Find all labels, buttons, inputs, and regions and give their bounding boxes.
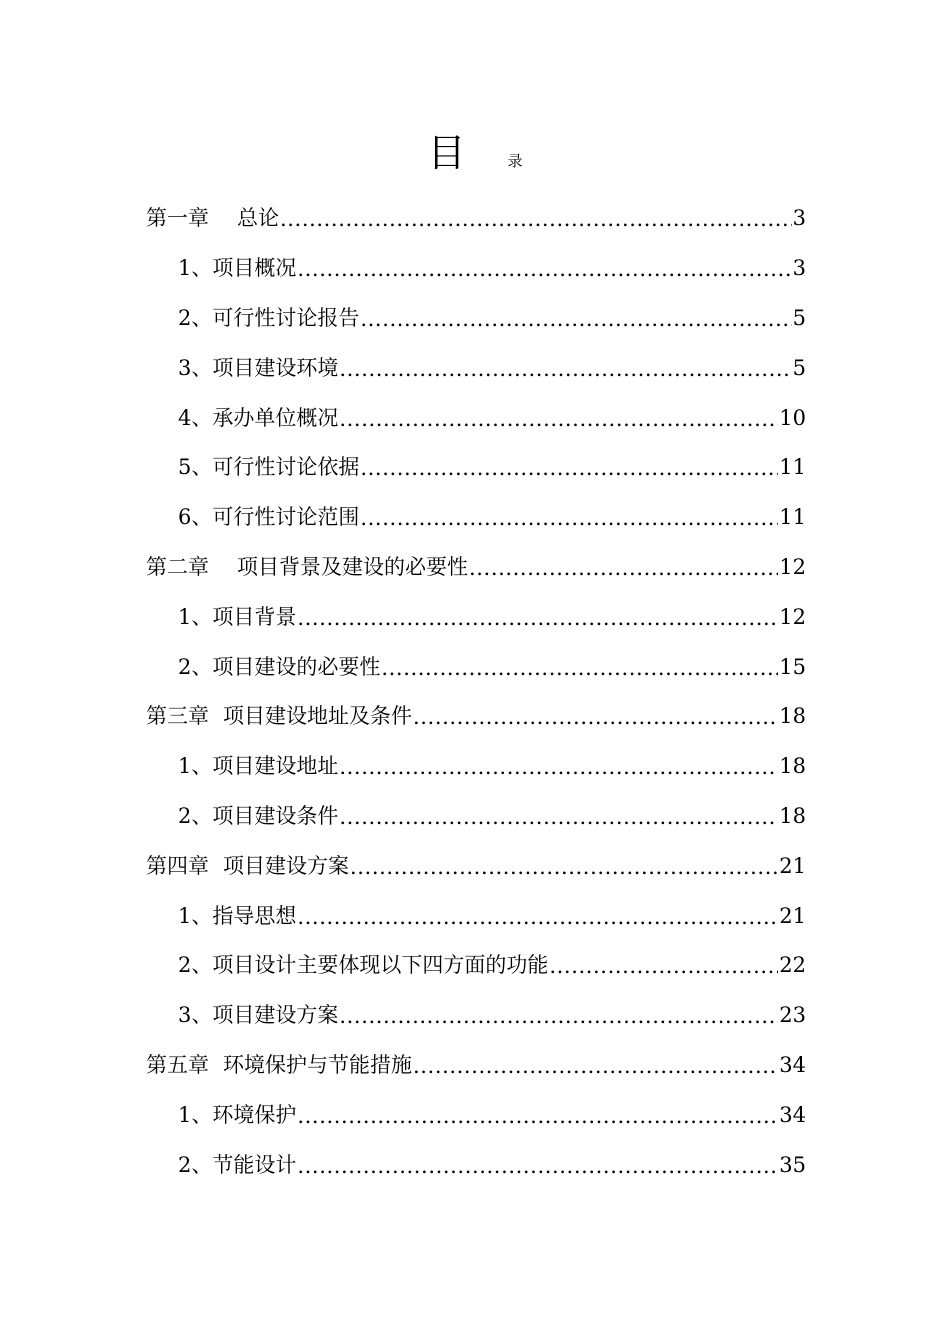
toc-entry-label bbox=[178, 258, 296, 279]
toc-entry-title: 可行性讨论依据 bbox=[212, 455, 360, 480]
toc-entry-title: 项目建设地址 bbox=[212, 754, 339, 779]
toc-entry-label bbox=[178, 355, 339, 380]
toc-dot-leader bbox=[413, 707, 778, 728]
toc-entry-title: 承办单位概况 bbox=[212, 405, 339, 430]
toc-section-entry[interactable] bbox=[146, 991, 806, 1041]
toc-entry-label bbox=[178, 955, 548, 976]
toc-dot-leader bbox=[297, 1156, 778, 1177]
toc-entry-number: 1、 bbox=[178, 903, 213, 928]
toc-section-entry[interactable] bbox=[146, 343, 806, 393]
toc-entry-title: 可行性讨论范围 bbox=[212, 505, 360, 530]
toc-entry-number: 1、 bbox=[178, 604, 213, 629]
toc-entry-number: 第五章 bbox=[146, 1052, 209, 1077]
toc-entry-number: 2、 bbox=[178, 305, 213, 330]
toc-title-main: 目 bbox=[427, 131, 466, 175]
toc-dot-leader bbox=[350, 857, 778, 878]
toc-dot-leader bbox=[469, 558, 778, 579]
toc-entry-number: 2、 bbox=[178, 803, 213, 828]
toc-page-number: 10 bbox=[779, 405, 806, 430]
toc-page-number: 11 bbox=[779, 455, 806, 480]
toc-section-entry[interactable] bbox=[146, 941, 806, 991]
toc-dot-leader bbox=[297, 1106, 778, 1127]
toc-page-number: 12 bbox=[779, 554, 806, 579]
toc-entry-title: 环境保护与节能措施 bbox=[223, 1052, 412, 1077]
toc-entry-label bbox=[146, 853, 349, 878]
toc-dot-leader bbox=[339, 409, 778, 430]
toc-entry-label bbox=[178, 903, 297, 928]
toc-entry-number: 2、 bbox=[178, 953, 213, 978]
toc-section-entry[interactable] bbox=[146, 1140, 806, 1190]
toc-section-entry[interactable] bbox=[146, 792, 806, 842]
toc-entry-title: 指导思想 bbox=[212, 903, 297, 928]
toc-page-number: 5 bbox=[792, 355, 806, 380]
toc-entry-label bbox=[178, 1152, 297, 1177]
toc-page-number: 12 bbox=[779, 604, 806, 629]
toc-entry-title: 项目概况 bbox=[212, 256, 297, 281]
toc-dot-leader bbox=[297, 907, 778, 928]
toc-page-number: 5 bbox=[792, 305, 806, 330]
toc-entry-label bbox=[178, 1005, 338, 1026]
toc-entry-number: 2、 bbox=[178, 654, 213, 679]
toc-entry-title: 项目建设地址及条件 bbox=[223, 704, 412, 729]
toc-dot-leader bbox=[297, 259, 791, 280]
toc-entry-number: 1、 bbox=[178, 754, 213, 779]
toc-entry-label bbox=[178, 457, 359, 478]
toc-page-number: 18 bbox=[779, 704, 806, 729]
toc-entry-label bbox=[178, 604, 297, 629]
toc-entry-title: 项目建设环境 bbox=[212, 355, 339, 380]
toc-entry-label bbox=[178, 405, 339, 430]
toc-page-number: 21 bbox=[779, 903, 806, 928]
toc-entry-number: 3、 bbox=[178, 355, 213, 380]
toc-dot-leader bbox=[413, 1056, 778, 1077]
toc-page-number: 21 bbox=[779, 853, 806, 878]
toc-entry-label bbox=[178, 803, 339, 828]
toc-title-sub: 录 bbox=[507, 152, 523, 170]
toc-entry-number: 3、 bbox=[178, 1003, 213, 1028]
toc-entry-title: 项目建设条件 bbox=[212, 803, 339, 828]
toc-entry-title: 节能设计 bbox=[212, 1152, 297, 1177]
toc-dot-leader bbox=[549, 956, 778, 977]
toc-entry-number: 5、 bbox=[178, 455, 213, 480]
toc-section-entry[interactable] bbox=[146, 891, 806, 941]
toc-chapter-entry[interactable] bbox=[146, 841, 806, 891]
toc-dot-leader bbox=[360, 458, 778, 479]
toc-section-entry[interactable] bbox=[146, 244, 806, 294]
toc-entry-number: 1、 bbox=[178, 1102, 213, 1127]
toc-section-entry[interactable] bbox=[146, 1090, 806, 1140]
toc-entry-number: 1、 bbox=[178, 256, 213, 281]
toc-section-entry[interactable] bbox=[146, 742, 806, 792]
toc-entry-number: 4、 bbox=[178, 405, 213, 430]
toc-entry-title: 环境保护 bbox=[212, 1102, 297, 1127]
toc-entry-number: 第一章 bbox=[146, 206, 209, 231]
toc-entry-title: 项目背景及建设的必要性 bbox=[237, 554, 468, 579]
toc-section-entry[interactable] bbox=[146, 443, 806, 493]
toc-entry-number: 6、 bbox=[178, 505, 213, 530]
toc-section-entry[interactable] bbox=[146, 493, 806, 543]
toc-section-entry[interactable] bbox=[146, 294, 806, 344]
toc-page-number: 18 bbox=[779, 754, 806, 779]
toc-dot-leader bbox=[280, 209, 792, 230]
toc-page-number: 23 bbox=[779, 1003, 806, 1028]
toc-entry-title: 项目建设方案 bbox=[212, 1003, 339, 1028]
toc-dot-leader bbox=[360, 508, 778, 529]
toc-entry-title: 项目背景 bbox=[212, 604, 297, 629]
toc-entry-number: 第三章 bbox=[146, 704, 209, 729]
toc-entry-label bbox=[178, 507, 359, 528]
toc-entry-title: 总论 bbox=[237, 206, 279, 231]
toc-section-entry[interactable] bbox=[146, 592, 806, 642]
toc-dot-leader bbox=[339, 1006, 778, 1027]
toc-entry-label bbox=[178, 756, 338, 777]
toc-title bbox=[0, 122, 950, 177]
toc-entry-label bbox=[146, 1052, 412, 1077]
toc-entry-number: 2、 bbox=[178, 1152, 213, 1177]
toc-page-number: 15 bbox=[779, 654, 806, 679]
toc-entry-title: 项目建设的必要性 bbox=[212, 654, 381, 679]
toc-page-number: 18 bbox=[779, 803, 806, 828]
toc-entry-title: 可行性讨论报告 bbox=[212, 305, 360, 330]
toc-entry-label bbox=[178, 654, 381, 679]
toc-entry-label bbox=[146, 554, 468, 579]
toc-dot-leader bbox=[360, 309, 791, 330]
toc-chapter-entry[interactable] bbox=[146, 1041, 806, 1091]
toc-page-number: 3 bbox=[792, 256, 806, 281]
toc-dot-leader bbox=[339, 807, 778, 828]
toc-entry-title: 项目设计主要体现以下四方面的功能 bbox=[212, 953, 549, 978]
toc-dot-leader bbox=[381, 658, 778, 679]
toc-page-number: 3 bbox=[792, 206, 806, 231]
toc-section-entry[interactable] bbox=[146, 393, 806, 443]
toc-dot-leader bbox=[297, 608, 778, 629]
toc-page-number: 34 bbox=[779, 1052, 806, 1077]
toc-entry-number: 第二章 bbox=[146, 554, 209, 579]
toc-chapter-entry[interactable] bbox=[146, 543, 806, 593]
toc-entry-number: 第四章 bbox=[146, 853, 209, 878]
toc-page-number: 35 bbox=[779, 1152, 806, 1177]
toc-entry-label bbox=[146, 208, 279, 229]
toc-chapter-entry[interactable] bbox=[146, 194, 806, 244]
toc-entry-title: 项目建设方案 bbox=[223, 853, 349, 878]
table-of-contents bbox=[146, 194, 806, 1190]
toc-page-number: 34 bbox=[779, 1102, 806, 1127]
toc-section-entry[interactable] bbox=[146, 642, 806, 692]
toc-entry-label bbox=[178, 305, 360, 330]
toc-dot-leader bbox=[339, 359, 791, 380]
toc-page-number: 22 bbox=[779, 953, 806, 978]
toc-chapter-entry[interactable] bbox=[146, 692, 806, 742]
toc-entry-label bbox=[178, 1102, 297, 1127]
toc-dot-leader bbox=[339, 757, 778, 778]
toc-page-number: 11 bbox=[779, 505, 806, 530]
toc-entry-label bbox=[146, 706, 412, 727]
